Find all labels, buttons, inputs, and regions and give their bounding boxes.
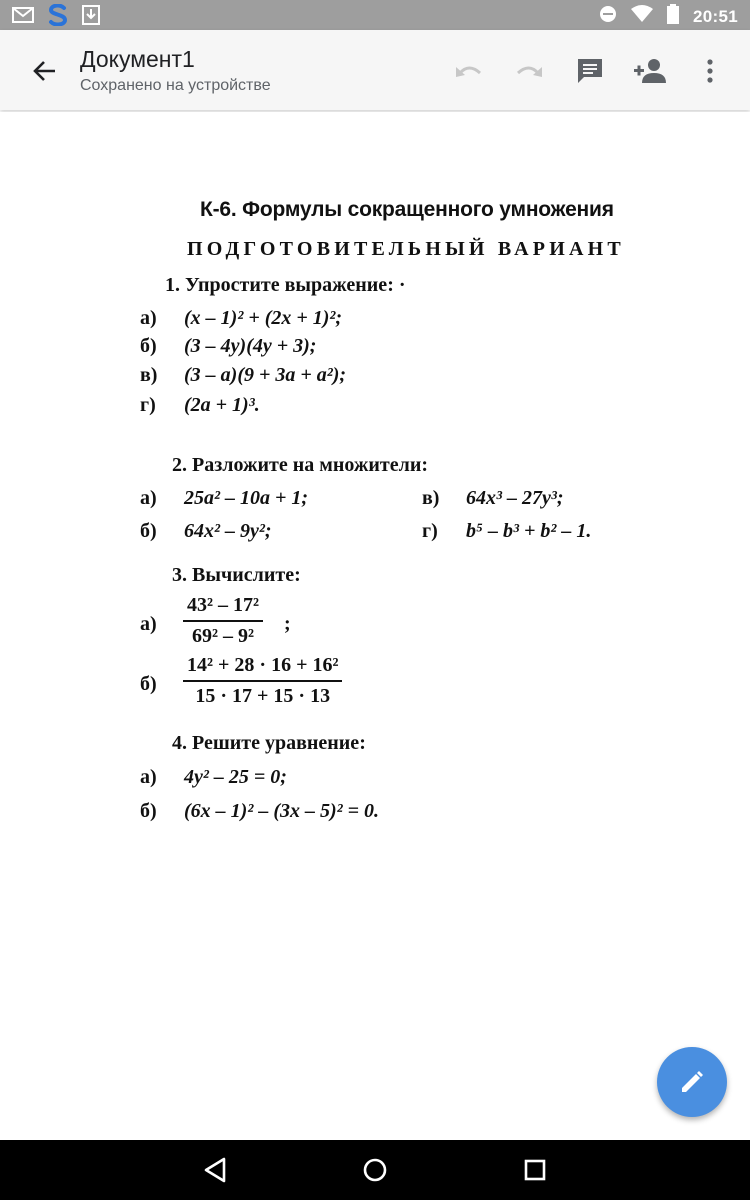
undo-button[interactable] — [452, 54, 486, 88]
back-button[interactable] — [30, 56, 60, 86]
download-icon — [82, 5, 100, 30]
list-item: а) 25a² – 10a + 1; — [140, 487, 309, 509]
save-status: Сохранено на устройстве — [80, 77, 271, 94]
wifi-icon — [631, 5, 653, 28]
arrow-back-icon — [30, 56, 60, 86]
comment-icon — [576, 57, 604, 85]
nav-recents-button[interactable] — [520, 1155, 550, 1185]
task1-title: 1. Упростите выражение: · — [165, 274, 406, 296]
back-triangle-icon — [200, 1155, 230, 1185]
status-bar — [0, 0, 750, 30]
list-item: а) 4y² – 25 = 0; — [140, 766, 287, 788]
nav-back-button[interactable] — [200, 1155, 230, 1185]
fraction-a: $\frac{\text{43² – 17²}}{\text{69² – 9²}}$ — [183, 594, 263, 648]
task2-title: 2. Разложите на множители: — [172, 454, 429, 476]
app-bar — [0, 30, 750, 110]
more-vert-icon — [706, 59, 714, 83]
fraction-a-suffix: ; — [284, 613, 291, 635]
comment-button[interactable] — [573, 54, 607, 88]
list-item: б) (6x – 1)² – (3x – 5)² = 0. — [140, 800, 380, 822]
fraction-b: $\frac{\text{14² + 28 · 16 + 16²}}{15 \cdot 17 + 15 \cdot 13}$ — [183, 654, 342, 708]
document-title: Документ1 — [80, 46, 195, 72]
redo-button[interactable] — [512, 54, 546, 88]
edit-fab-button[interactable] — [657, 1047, 727, 1117]
edit-pencil-icon — [679, 1069, 705, 1095]
list-item: б) (3 – 4y)(4y + 3); — [140, 335, 317, 357]
list-item: в) 64x³ – 27y³; — [422, 487, 564, 509]
mail-icon — [12, 7, 34, 28]
status-time: 20:51 — [693, 6, 738, 26]
do-not-disturb-icon — [599, 5, 617, 28]
list-item: г) (2a + 1)³. — [140, 394, 260, 416]
undo-icon — [454, 61, 484, 81]
nav-home-button[interactable] — [360, 1155, 390, 1185]
s-app-icon — [48, 4, 68, 31]
document-heading: К-6. Формулы сокращенного умножения — [200, 198, 614, 221]
recents-square-icon — [520, 1155, 550, 1185]
redo-icon — [514, 61, 544, 81]
list-item: г) b⁵ – b³ + b² – 1. — [422, 520, 592, 542]
task4-title: 4. Решите уравнение: — [172, 732, 366, 754]
task3-title: 3. Вычислите: — [172, 564, 301, 586]
list-item-label: б) — [140, 673, 157, 695]
add-person-icon — [634, 58, 666, 84]
list-item: а) (x – 1)² + (2x + 1)²; — [140, 307, 343, 329]
variant-heading: ПОДГОТОВИТЕЛЬНЫЙ ВАРИАНТ — [187, 238, 625, 260]
navigation-bar — [0, 1140, 750, 1200]
document-page[interactable] — [0, 112, 750, 1140]
list-item: в) (3 – a)(9 + 3a + a²); — [140, 364, 347, 386]
more-options-button[interactable] — [693, 54, 727, 88]
home-circle-icon — [360, 1155, 390, 1185]
share-button[interactable] — [633, 54, 667, 88]
battery-icon — [667, 4, 679, 29]
list-item-label: а) — [140, 613, 157, 635]
list-item: б) 64x² – 9y²; — [140, 520, 272, 542]
